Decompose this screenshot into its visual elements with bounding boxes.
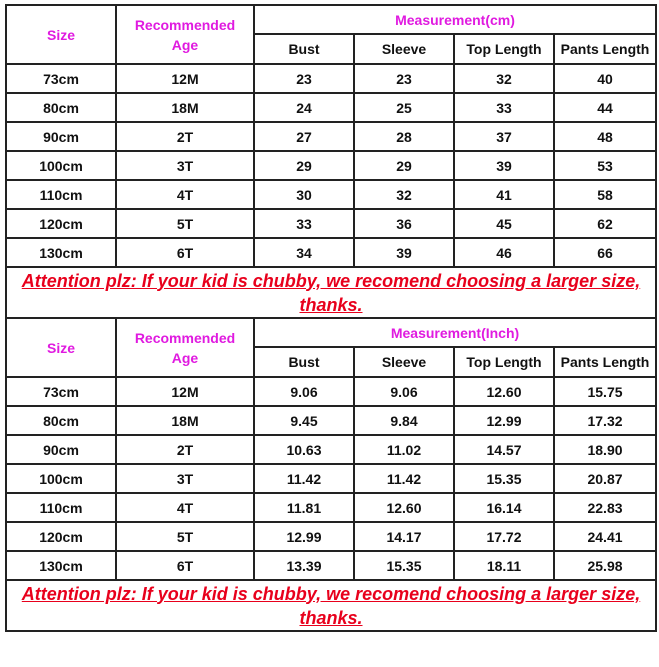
bust-cell: 11.81	[254, 493, 354, 522]
inch-age-header-line1: Recommended	[134, 329, 236, 346]
bust-cell: 11.42	[254, 464, 354, 493]
pants-length-cell: 24.41	[554, 522, 656, 551]
inch-col-top-length: Top Length	[454, 347, 554, 377]
sleeve-cell: 39	[354, 238, 454, 267]
top-length-cell: 16.14	[454, 493, 554, 522]
size-cell: 120cm	[6, 522, 116, 551]
age-cell: 6T	[116, 551, 254, 580]
table-row	[6, 551, 656, 580]
top-length-cell: 37	[454, 122, 554, 151]
cm-attention-note: Attention plz: If your kid is chubby, we recomend choosing a larger size, thanks.	[6, 267, 656, 318]
age-cell: 18M	[116, 93, 254, 122]
inch-col-sleeve: Sleeve	[354, 347, 454, 377]
cm-col-top-length: Top Length	[454, 34, 554, 64]
size-cell: 90cm	[6, 435, 116, 464]
inch-col-pants-length: Pants Length	[554, 347, 656, 377]
age-cell: 5T	[116, 209, 254, 238]
size-chart	[5, 4, 655, 632]
size-cell: 80cm	[6, 93, 116, 122]
top-length-cell: 45	[454, 209, 554, 238]
size-cell: 73cm	[6, 377, 116, 406]
sleeve-cell: 14.17	[354, 522, 454, 551]
bust-cell: 13.39	[254, 551, 354, 580]
top-length-cell: 15.35	[454, 464, 554, 493]
table-row	[6, 406, 656, 435]
bust-cell: 27	[254, 122, 354, 151]
top-length-cell: 12.60	[454, 377, 554, 406]
bust-cell: 24	[254, 93, 354, 122]
pants-length-cell: 22.83	[554, 493, 656, 522]
inch-age-header-line2: Age	[171, 349, 199, 366]
size-cell: 110cm	[6, 493, 116, 522]
cm-col-bust: Bust	[254, 34, 354, 64]
sleeve-cell: 28	[354, 122, 454, 151]
age-cell: 2T	[116, 122, 254, 151]
sleeve-cell: 32	[354, 180, 454, 209]
pants-length-cell: 25.98	[554, 551, 656, 580]
bust-cell: 9.45	[254, 406, 354, 435]
sleeve-cell: 15.35	[354, 551, 454, 580]
table-row	[6, 435, 656, 464]
pants-length-cell: 66	[554, 238, 656, 267]
table-row	[6, 238, 656, 267]
top-length-cell: 46	[454, 238, 554, 267]
inch-size-header: Size	[6, 318, 116, 377]
sleeve-cell: 9.84	[354, 406, 454, 435]
table-row	[6, 493, 656, 522]
cm-age-header-line1: Recommended	[134, 16, 236, 33]
cm-measurement-header: Measurement(cm)	[254, 5, 656, 34]
inch-attention-note: Attention plz: If your kid is chubby, we recomend choosing a larger size, thanks.	[6, 580, 656, 631]
pants-length-cell: 15.75	[554, 377, 656, 406]
size-cell: 120cm	[6, 209, 116, 238]
size-cell: 110cm	[6, 180, 116, 209]
cm-age-header-line2: Age	[171, 36, 199, 53]
table-row	[6, 122, 656, 151]
size-cell: 100cm	[6, 464, 116, 493]
pants-length-cell: 17.32	[554, 406, 656, 435]
sleeve-cell: 25	[354, 93, 454, 122]
age-cell: 4T	[116, 493, 254, 522]
size-cell: 90cm	[6, 122, 116, 151]
age-cell: 3T	[116, 151, 254, 180]
sleeve-cell: 12.60	[354, 493, 454, 522]
top-length-cell: 32	[454, 64, 554, 93]
age-cell: 12M	[116, 64, 254, 93]
pants-length-cell: 18.90	[554, 435, 656, 464]
table-row	[6, 64, 656, 93]
top-length-cell: 41	[454, 180, 554, 209]
age-cell: 3T	[116, 464, 254, 493]
bust-cell: 9.06	[254, 377, 354, 406]
bust-cell: 34	[254, 238, 354, 267]
sleeve-cell: 36	[354, 209, 454, 238]
pants-length-cell: 44	[554, 93, 656, 122]
sleeve-cell: 29	[354, 151, 454, 180]
size-chart-table	[5, 4, 657, 632]
table-row	[6, 180, 656, 209]
inch-col-bust: Bust	[254, 347, 354, 377]
bust-cell: 12.99	[254, 522, 354, 551]
sleeve-cell: 11.02	[354, 435, 454, 464]
age-cell: 18M	[116, 406, 254, 435]
age-cell: 12M	[116, 377, 254, 406]
cm-age-header	[116, 5, 254, 64]
top-length-cell: 18.11	[454, 551, 554, 580]
size-cell: 80cm	[6, 406, 116, 435]
size-cell: 100cm	[6, 151, 116, 180]
top-length-cell: 17.72	[454, 522, 554, 551]
table-row	[6, 522, 656, 551]
table-row	[6, 209, 656, 238]
size-cell: 130cm	[6, 238, 116, 267]
bust-cell: 30	[254, 180, 354, 209]
top-length-cell: 14.57	[454, 435, 554, 464]
pants-length-cell: 53	[554, 151, 656, 180]
cm-col-sleeve: Sleeve	[354, 34, 454, 64]
pants-length-cell: 48	[554, 122, 656, 151]
size-cell: 130cm	[6, 551, 116, 580]
bust-cell: 33	[254, 209, 354, 238]
bust-cell: 23	[254, 64, 354, 93]
age-cell: 6T	[116, 238, 254, 267]
table-row	[6, 377, 656, 406]
age-cell: 5T	[116, 522, 254, 551]
age-cell: 2T	[116, 435, 254, 464]
pants-length-cell: 20.87	[554, 464, 656, 493]
table-row	[6, 93, 656, 122]
pants-length-cell: 62	[554, 209, 656, 238]
size-cell: 73cm	[6, 64, 116, 93]
age-cell: 4T	[116, 180, 254, 209]
table-row	[6, 464, 656, 493]
top-length-cell: 33	[454, 93, 554, 122]
pants-length-cell: 40	[554, 64, 656, 93]
pants-length-cell: 58	[554, 180, 656, 209]
bust-cell: 10.63	[254, 435, 354, 464]
top-length-cell: 39	[454, 151, 554, 180]
sleeve-cell: 23	[354, 64, 454, 93]
bust-cell: 29	[254, 151, 354, 180]
cm-size-header: Size	[6, 5, 116, 64]
inch-age-header	[116, 318, 254, 377]
table-row	[6, 151, 656, 180]
sleeve-cell: 9.06	[354, 377, 454, 406]
cm-col-pants-length: Pants Length	[554, 34, 656, 64]
top-length-cell: 12.99	[454, 406, 554, 435]
sleeve-cell: 11.42	[354, 464, 454, 493]
inch-measurement-header: Measurement(Inch)	[254, 318, 656, 347]
